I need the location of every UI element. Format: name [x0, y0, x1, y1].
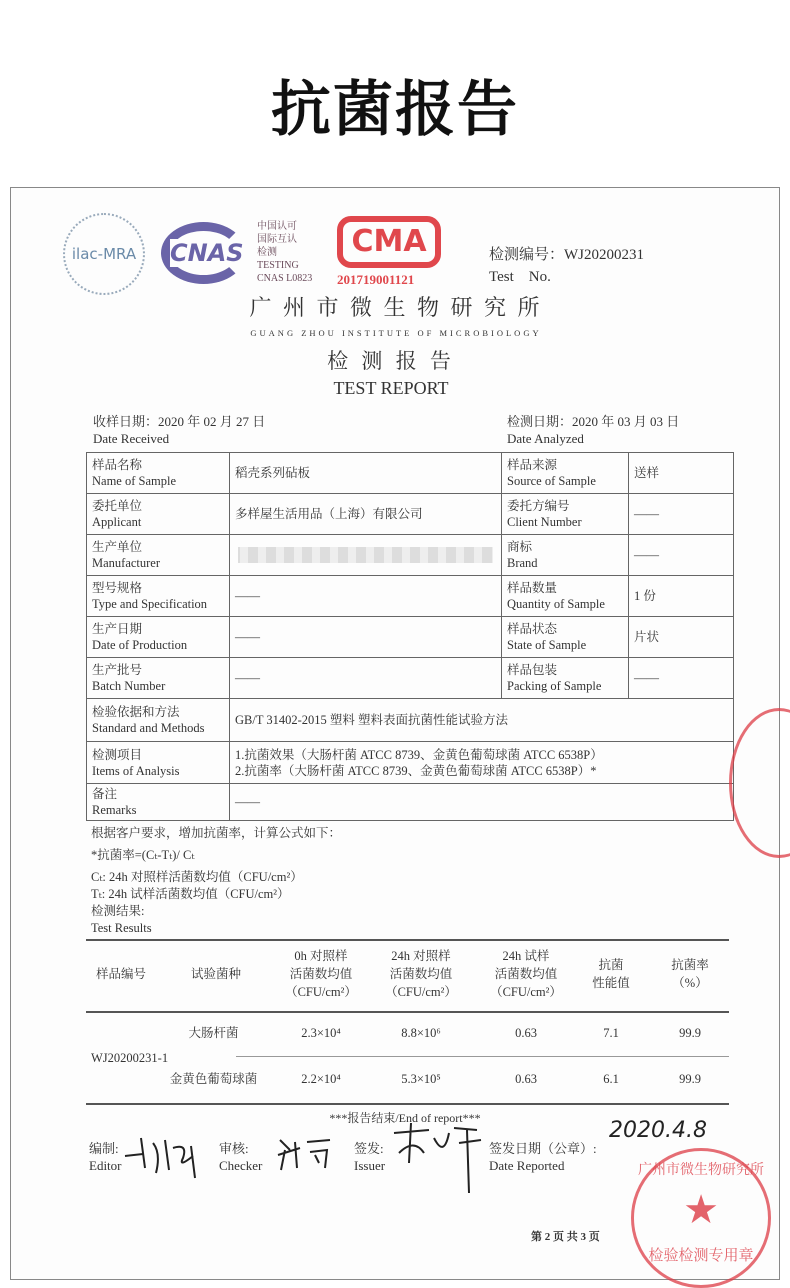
info-value: —— — [629, 535, 734, 576]
info-value: 片状 — [629, 617, 734, 658]
column-header: 样品编号 — [95, 967, 146, 981]
seam-stamp — [729, 708, 790, 858]
date-reported-value: 2020.4.8 — [609, 1118, 707, 1143]
star-icon: ★ — [683, 1187, 719, 1232]
info-value: 稻壳系列砧板 — [230, 453, 502, 494]
cnas-logo: CNAS — [161, 222, 246, 284]
end-of-report: ***报告结束/End of report*** — [329, 1111, 481, 1125]
table-row: 样品名称 Name of Sample 稻壳系列砧板 样品来源 Source of Sample 送样 — [87, 453, 734, 494]
table-row: 检测项目 Items of Analysis 1.抗菌效果（大肠杆菌 ATCC 8739、金黄色葡萄球菌 ATCC 6538P） 2.抗菌率（大肠杆菌 ATCC 8739、金黄色葡萄球菌 ATCC 6538P）* — [87, 742, 734, 784]
info-value: —— — [230, 576, 502, 617]
editor-signature-mark — [123, 1128, 203, 1183]
report-title-en: TEST REPORT — [333, 378, 449, 398]
sample-info-table — [86, 452, 734, 821]
result-cell-c24: 8.8×10⁶ — [401, 1026, 441, 1040]
info-value: —— — [230, 658, 502, 699]
report-title: 检 测 报 告 — [327, 349, 455, 373]
editor-signature: 编制: Editor — [89, 1141, 122, 1173]
column-header: 抗菌 性能值 — [592, 958, 630, 990]
official-stamp: 广州市微生物研究所 ★ 检验检测专用章 — [631, 1148, 771, 1288]
table-row: 生产单位 Manufacturer 商标 Brand —— — [87, 535, 734, 576]
table-row: 备注 Remarks —— — [87, 784, 734, 821]
cma-logo: CMA — [337, 216, 441, 268]
result-cell-species: 金黄色葡萄球菌 — [169, 1072, 258, 1086]
test-report-document — [10, 187, 780, 1280]
info-value: —— — [230, 617, 502, 658]
date-analyzed: 检测日期：2020 年 03 月 03 日 Date Analyzed — [507, 414, 680, 446]
sample-id: WJ20200231-1 — [91, 1051, 169, 1065]
issuer-signature: 签发: Issuer — [354, 1141, 386, 1173]
issuer-signature-mark — [389, 1118, 484, 1198]
result-cell-c24: 5.3×10⁵ — [401, 1072, 441, 1086]
institute-name-en: GUANG ZHOU INSTITUTE OF MICROBIOLOGY — [250, 328, 542, 338]
checker-signature: 审核: Checker — [219, 1141, 263, 1173]
column-header: 0h 对照样 活菌数均值 （CFU/cm²） — [285, 949, 357, 999]
cma-number: 201719001121 — [337, 272, 415, 287]
result-cell-t24: 0.63 — [515, 1072, 537, 1086]
table-row: 生产批号 Batch Number —— 样品包装 Packing of Sample —— — [87, 658, 734, 699]
formula-notes: 根据客户要求，增加抗菌率，计算公式如下： *抗菌率=(Cₜ-Tₜ)/ Cₜ Cₜ: 24h 对照样活菌数均值（CFU/cm²） Tₜ: 24h 试样活菌数均值（CFU/cm²） 检测结果: Test Results — [91, 826, 342, 935]
result-cell-c0: 2.2×10⁴ — [301, 1072, 341, 1086]
result-cell-value: 7.1 — [603, 1026, 619, 1040]
result-cell-species: 大肠杆菌 — [188, 1026, 239, 1040]
result-cell-rate: 99.9 — [679, 1072, 701, 1086]
column-header: 试验菌种 — [190, 967, 241, 981]
info-value: 多样屋生活用品（上海）有限公司 — [230, 494, 502, 535]
info-value — [230, 535, 502, 576]
page-number: 第 2 页 共 3 页 — [531, 1231, 600, 1243]
page-title: 抗菌报告 — [271, 75, 519, 145]
institute-name: 广 州 市 微 生 物 研 究 所 — [249, 295, 543, 320]
info-value: —— — [629, 658, 734, 699]
test-results-table — [86, 939, 729, 1105]
table-row: 委托单位 Applicant 多样屋生活用品（上海）有限公司 委托方编号 Client Number —— — [87, 494, 734, 535]
date-reported: 签发日期（公章）: Date Reported — [489, 1141, 597, 1173]
result-cell-t24: 0.63 — [515, 1026, 537, 1040]
table-row: 生产日期 Date of Production —— 样品状态 State of Sample 片状 — [87, 617, 734, 658]
info-value: —— — [629, 494, 734, 535]
result-cell-value: 6.1 — [603, 1072, 619, 1086]
info-value: 送样 — [629, 453, 734, 494]
test-number: 检测编号：WJ20200231 Test No. — [489, 247, 645, 285]
result-cell-c0: 2.3×10⁴ — [301, 1026, 341, 1040]
result-cell-rate: 99.9 — [679, 1026, 701, 1040]
standard-value: GB/T 31402-2015 塑料 塑料表面抗菌性能试验方法 — [230, 699, 734, 742]
checker-signature-mark — [275, 1130, 335, 1175]
info-value: 1 份 — [629, 576, 734, 617]
report-body — [86, 452, 734, 1126]
ilac-mra-logo: ilac-MRA — [63, 213, 145, 295]
date-received: 收样日期：2020 年 02 月 27 日 Date Received — [93, 414, 266, 446]
column-header: 24h 对照样 活菌数均值 （CFU/cm²） — [385, 949, 457, 999]
table-row: 检验依据和方法 Standard and Methods GB/T 31402-2015 塑料 塑料表面抗菌性能试验方法 — [87, 699, 734, 742]
column-header: 抗菌率 （%） — [671, 958, 709, 990]
column-header: 24h 试样 活菌数均值 （CFU/cm²） — [490, 949, 562, 999]
cnas-text: 中国认可 国际互认 检测 TESTING CNAS L0823 — [257, 221, 313, 284]
table-row: 型号规格 Type and Specification —— 样品数量 Quantity of Sample 1 份 — [87, 576, 734, 617]
